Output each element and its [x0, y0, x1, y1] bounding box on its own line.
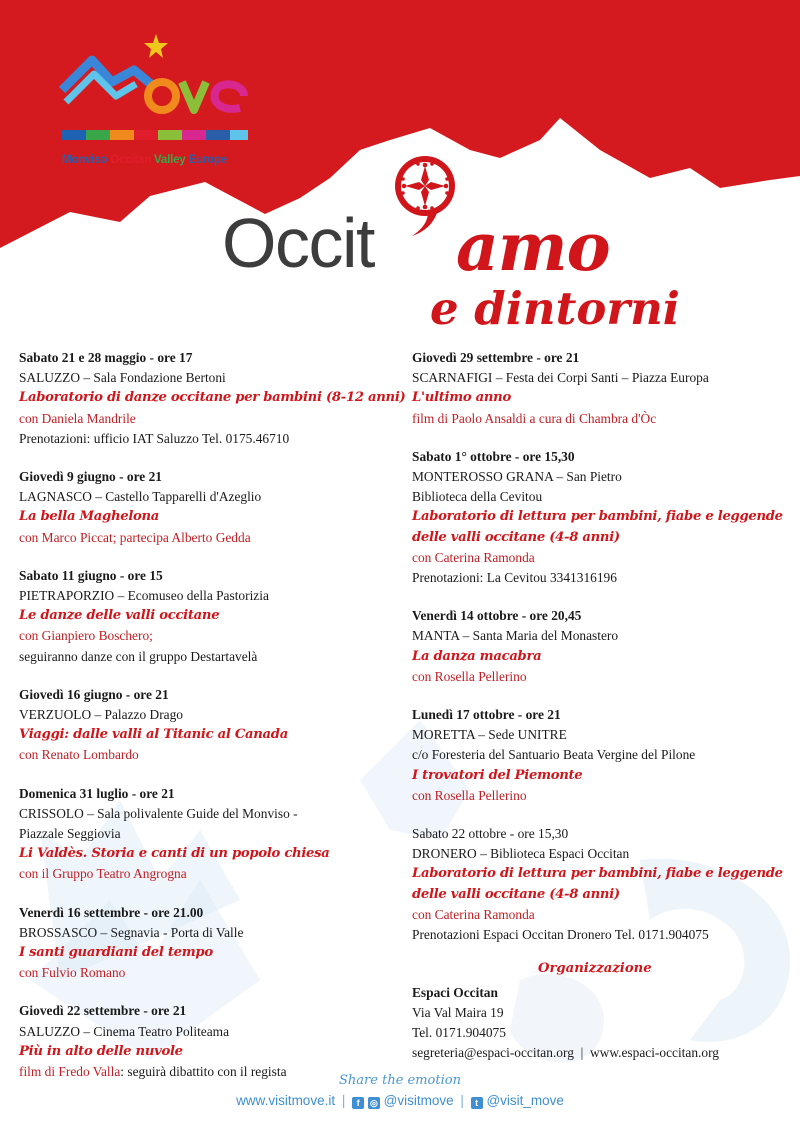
event-date: Giovedì 22 settembre - ore 21	[19, 1003, 187, 1019]
event-host: con Gianpiero Boschero;	[19, 628, 153, 644]
event-entry	[19, 784, 389, 885]
event-entry	[19, 467, 389, 548]
event-info: SCARNAFIGI – Festa dei Corpi Santi – Piazza Europa	[412, 370, 709, 386]
event-info: seguiranno danze con il gruppo Destartavelà	[19, 648, 258, 664]
title-subtitle: e dintorni	[430, 282, 680, 335]
footer	[0, 1072, 800, 1112]
title-occit: Occit	[222, 204, 374, 282]
events-list-right	[412, 348, 792, 945]
event-entry	[19, 903, 389, 984]
event-info: MANTA – Santa Maria del Monastero	[412, 628, 619, 644]
event-host: con Daniela Mandrile	[19, 410, 136, 426]
event-host: con Caterina Ramonda	[412, 906, 535, 922]
event-info: Sabato 22 ottobre - ore 15,30	[412, 826, 569, 842]
event-entry	[412, 447, 792, 588]
event-title: Laboratorio di danze occitane per bambini (8-12 anni)	[19, 390, 406, 406]
separator: |	[460, 1093, 464, 1108]
event-info: LAGNASCO – Castello Tapparelli d'Azeglio	[19, 489, 262, 505]
event-title: La danza macabra	[412, 648, 542, 664]
footer-social	[0, 1090, 800, 1112]
event-date: Lunedì 17 ottobre - ore 21	[412, 707, 561, 723]
event-info: Prenotazioni: La Cevitou 3341316196	[412, 570, 617, 586]
logo-word: Valley	[154, 154, 186, 166]
event-date: Domenica 31 luglio - ore 21	[19, 785, 175, 801]
occitan-cross-icon	[384, 150, 466, 238]
event-info: Prenotazioni Espaci Occitan Dronero Tel. 0171.904075	[412, 927, 709, 943]
event-title: Più in alto delle nuvole	[19, 1043, 183, 1059]
twitter-handle[interactable]: @visit_move	[486, 1093, 564, 1108]
event-entry	[412, 824, 792, 945]
events-column-left	[19, 348, 406, 1082]
event-host: con Marco Piccat; partecipa Alberto Gedda	[19, 529, 251, 545]
social-handle[interactable]: @visitmove	[383, 1093, 454, 1108]
event-host: con Caterina Ramonda	[412, 549, 535, 565]
event-info: Prenotazioni: ufficio IAT Saluzzo Tel. 0175.46710	[19, 430, 290, 446]
event-host: con Renato Lombardo	[19, 747, 139, 763]
event-title: delle valli occitane (4-8 anni)	[412, 886, 620, 902]
logo-word: Europe	[188, 154, 227, 166]
event-info: Biblioteca della Cevitou	[412, 489, 543, 505]
event-info: SALUZZO – Cinema Teatro Politeama	[19, 1023, 230, 1039]
event-info: Piazzale Seggiovia	[19, 826, 121, 842]
facebook-icon[interactable]: f	[352, 1097, 364, 1109]
instagram-icon[interactable]: ◎	[368, 1097, 380, 1109]
event-info: DRONERO – Biblioteca Espaci Occitan	[412, 846, 630, 862]
event-date: Venerdì 14 ottobre - ore 20,45	[412, 608, 582, 624]
organization-contacts: segreteria@espaci-occitan.org | www.espaci-occitan.org	[412, 1045, 719, 1061]
event-entry	[19, 348, 406, 449]
event-host: con Fulvio Romano	[19, 965, 126, 981]
event-info: MORETTA – Sede UNITRE	[412, 727, 567, 743]
move-logo	[52, 30, 262, 180]
event-host: con Rosella Pellerino	[412, 787, 527, 803]
event-info: VERZUOLO – Palazzo Drago	[19, 707, 183, 723]
footer-tagline: Share the emotion	[339, 1073, 461, 1088]
event-host: con il Gruppo Teatro Angrogna	[19, 866, 187, 882]
event-note-rest: : seguirà dibattito con il regista	[120, 1064, 287, 1080]
event-host: film di Paolo Ansaldi a cura di Chambra d'Òc	[412, 410, 657, 426]
event-title: I trovatori del Piemonte	[412, 767, 583, 783]
event-title: Laboratorio di lettura per bambini, fiabe e leggende	[412, 866, 783, 882]
event-date: Giovedì 16 giugno - ore 21	[19, 686, 169, 702]
event-info: MONTEROSSO GRANA – San Pietro	[412, 469, 622, 485]
website-link[interactable]: www.visitmove.it	[236, 1093, 336, 1108]
event-date: Sabato 1° ottobre - ore 15,30	[412, 448, 575, 464]
event-date: Sabato 21 e 28 maggio - ore 17	[19, 350, 193, 365]
event-info: PIETRAPORZIO – Ecomuseo della Pastorizia	[19, 588, 269, 604]
event-title: Li Valdès. Storia e canti di un popolo chiesa	[19, 846, 330, 862]
twitter-icon[interactable]: t	[471, 1097, 483, 1109]
star-icon	[144, 34, 168, 58]
event-date: Giovedì 9 giugno - ore 21	[19, 469, 162, 485]
event-entry	[19, 685, 389, 766]
event-info: BROSSASCO – Segnavia - Porta di Valle	[19, 924, 244, 940]
event-title: L'ultimo anno	[412, 390, 511, 406]
event-date: Sabato 11 giugno - ore 15	[19, 567, 163, 583]
event-date: Venerdì 16 settembre - ore 21.00	[19, 904, 204, 920]
organization-name: Espaci Occitan	[412, 985, 498, 1001]
event-info: CRISSOLO – Sala polivalente Guide del Monviso -	[19, 805, 298, 821]
organization-address: Via Val Maira 19	[412, 1005, 504, 1021]
organization-phone: Tel. 0171.904075	[412, 1025, 506, 1041]
event-entry	[19, 566, 389, 667]
event-note-red: film di Fredo Valla	[19, 1064, 121, 1080]
title-amo: amo	[456, 208, 610, 286]
event-info: SALUZZO – Sala Fondazione Bertoni	[19, 370, 226, 386]
event-title: Le danze delle valli occitane	[19, 608, 220, 624]
logo-subtitle	[62, 154, 227, 166]
event-entry	[412, 705, 792, 806]
event-title: I santi guardiani del tempo	[19, 945, 213, 961]
logo-word: Monviso	[62, 154, 108, 166]
event-info: c/o Foresteria del Santuario Beata Vergine del Pilone	[412, 747, 696, 763]
event-title: La bella Maghelona	[19, 509, 160, 525]
event-entry	[412, 348, 792, 429]
events-column-right	[412, 348, 792, 1063]
event-host: con Rosella Pellerino	[412, 668, 527, 684]
logo-word: Occitan	[110, 154, 152, 166]
event-title: delle valli occitane (4-8 anni)	[412, 529, 620, 545]
event-entry	[412, 606, 792, 687]
event-title: Laboratorio di lettura per bambini, fiabe e leggende	[412, 509, 783, 525]
event-date: Giovedì 29 settembre - ore 21	[412, 350, 580, 365]
event-title: Viaggi: dalle valli al Titanic al Canada	[19, 727, 288, 743]
organization-block	[412, 959, 792, 1063]
event-entry	[19, 1001, 389, 1082]
separator: |	[341, 1093, 346, 1108]
move-logo-mark	[52, 30, 262, 155]
organization-heading: Organizzazione	[538, 961, 652, 977]
